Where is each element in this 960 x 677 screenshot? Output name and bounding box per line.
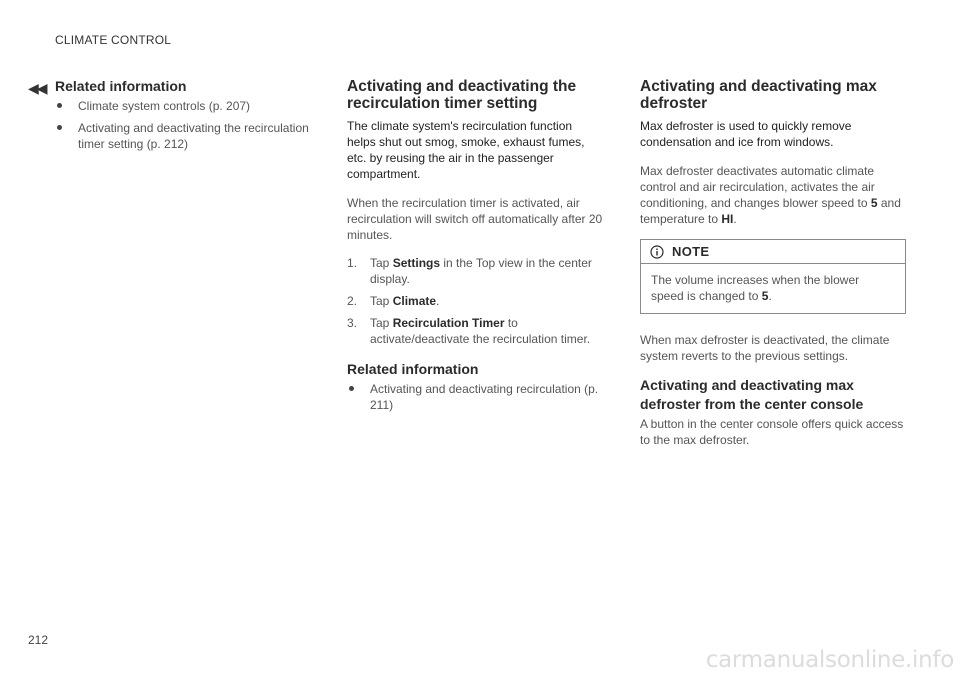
bullet-icon — [57, 125, 62, 130]
list-item[interactable]: Activating and deactivating the recirculation timer setting (p. 212) — [55, 120, 311, 152]
column-3 — [640, 78, 906, 460]
center-console-paragraph: A button in the center console offers quick access to the max defroster. — [640, 417, 904, 447]
steps-list — [347, 255, 603, 347]
max-defroster-lead: Max defroster is used to quickly remove condensation and ice from windows. — [640, 119, 852, 149]
related-information-heading: Related information — [347, 361, 479, 377]
watermark: carmanualsonline.info — [705, 647, 954, 673]
info-circle-icon — [650, 245, 664, 259]
column-1 — [55, 78, 311, 162]
page-number: 212 — [28, 633, 49, 647]
recirculation-lead: The climate system's recirculation function helps shut out smog, smoke, exhaust fumes, etc. by reusing the air in the passenger compartment. — [347, 119, 585, 181]
note-title: NOTE — [672, 244, 710, 259]
bullet-icon — [349, 386, 354, 391]
related-list — [347, 381, 603, 413]
list-item[interactable]: Activating and deactivating recirculation (p. 211) — [347, 381, 603, 413]
step-item: 2. Tap Climate. — [347, 294, 440, 308]
max-defroster-deactivated: When max defroster is deactivated, the climate system reverts to the previous settings. — [640, 333, 890, 363]
section-header: CLIMATE CONTROL — [55, 33, 172, 47]
note-box — [640, 239, 906, 314]
column-2 — [347, 78, 603, 423]
note-header — [641, 240, 905, 264]
recirculation-timer-heading: Activating and deactivating the recirculation timer setting — [347, 78, 577, 112]
step-item: 1. Tap Settings in the Top view in the center display. — [347, 256, 592, 286]
related-information-heading: Related information — [55, 78, 187, 94]
continued-marker: ◀◀ — [28, 80, 46, 96]
max-defroster-heading: Activating and deactivating max defroster — [640, 78, 877, 112]
note-body: The volume increases when the blower speed is changed to 5. — [651, 273, 860, 303]
list-item[interactable]: Climate system controls (p. 207) — [55, 98, 311, 114]
step-item: 3. Tap Recirculation Timer to activate/deactivate the recirculation timer. — [347, 316, 591, 346]
recirculation-intro: When the recirculation timer is activated, air recirculation will switch off automatically after 20 minutes. — [347, 196, 603, 242]
related-list — [55, 98, 311, 152]
center-console-heading: Activating and deactivating max defroster from the center console — [640, 377, 864, 412]
max-defroster-paragraph: Max defroster deactivates automatic climate control and air recirculation, activates the air conditioning, and changes blower speed to 5 and temperature to HI. — [640, 164, 901, 226]
bullet-icon — [57, 103, 62, 108]
